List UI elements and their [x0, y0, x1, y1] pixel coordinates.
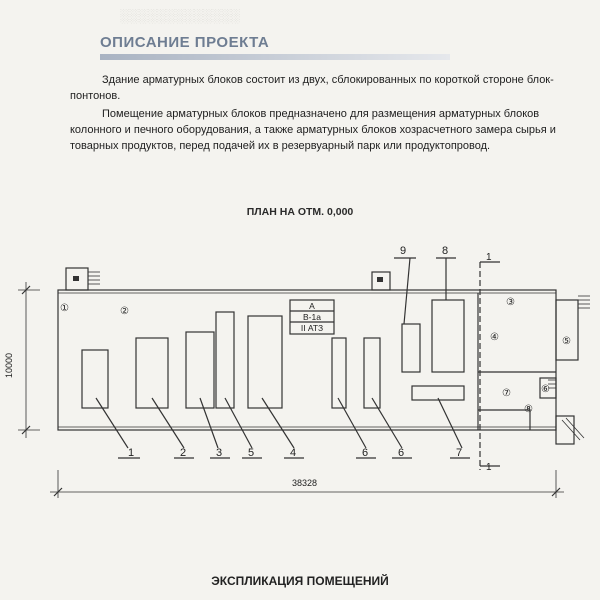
room-label-7: ⑦	[502, 388, 511, 399]
equipment-label-5: 5	[248, 447, 255, 459]
equipment-block-6b	[364, 338, 380, 408]
equipment-label-2: 2	[180, 447, 187, 459]
room-label-3: ③	[506, 297, 515, 308]
equipment-block-2	[136, 338, 168, 408]
equipment-label-6a: 6	[362, 447, 369, 459]
room-label-2: ②	[120, 306, 129, 317]
equipment-label-9: 9	[400, 245, 407, 257]
section-heading: ОПИСАНИЕ ПРОЕКТА	[100, 34, 270, 51]
room-label-4: ④	[490, 332, 499, 343]
room-label-8: ⑧	[524, 404, 533, 415]
equipment-block-3	[186, 332, 214, 408]
plan-title: ПЛАН НА ОТМ. 0,000	[246, 206, 354, 218]
description-paragraph-2: Помещение арматурных блоков предназначено для размещения арматурных блоков колонного и печного оборудования, а также арматурных блоков хозрасчетного замера сырья и товарных продуктов, перед подачей их в резервуарный парк или продуктопровод.	[70, 108, 556, 152]
category-label-a: А	[309, 301, 315, 311]
equipment-block-9	[402, 324, 420, 372]
explication-title: ЭКСПЛИКАЦИЯ ПОМЕЩЕНИЙ	[211, 574, 389, 588]
equipment-label-4: 4	[290, 447, 297, 459]
equipment-block-4	[248, 316, 282, 408]
room-label-6: ⑥	[541, 384, 550, 395]
category-label-b1a: В-1а	[303, 312, 321, 322]
right-entrance-vestibule	[556, 300, 578, 360]
equipment-block-7	[412, 386, 464, 400]
description-paragraph-1: Здание арматурных блоков состоит из двух, сблокированных по короткой стороне блок-понтонов.	[70, 74, 554, 102]
equipment-label-3: 3	[216, 447, 223, 459]
room-label-5: ⑤	[562, 336, 571, 347]
room-label-1: ①	[60, 303, 69, 314]
bleed-through-text: ░░░░░░░░░░░░░	[120, 8, 240, 23]
equipment-block-8	[432, 300, 464, 372]
section-mark-top: 1	[486, 252, 492, 263]
equipment-block-5	[216, 312, 234, 408]
width-dimension-value: 10000	[4, 352, 14, 378]
equipment-label-6b: 6	[398, 447, 405, 459]
equipment-block-6a	[332, 338, 346, 408]
equipment-block-1	[82, 350, 108, 408]
equipment-label-1: 1	[128, 447, 135, 459]
length-dimension-value: 38328	[292, 478, 318, 488]
section-mark-bottom: 1	[486, 462, 492, 473]
equipment-label-7: 7	[456, 447, 463, 459]
category-label-atz: II АТЗ	[300, 323, 324, 333]
equipment-label-8: 8	[442, 245, 449, 257]
